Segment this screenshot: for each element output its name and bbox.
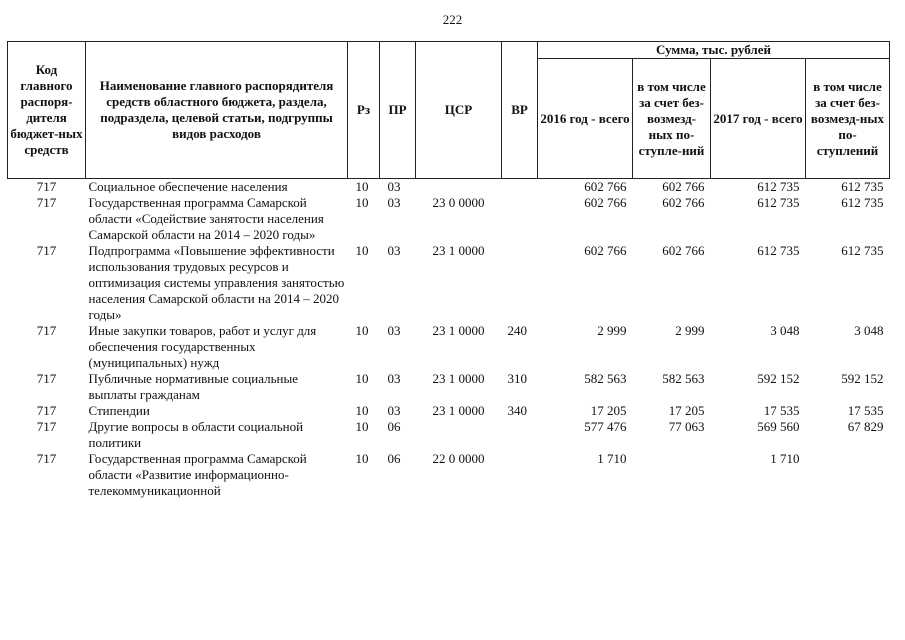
- cell-2017-free: 67 829: [847, 419, 884, 434]
- cell-2017-free: 592 152: [841, 371, 884, 386]
- cell-name: Публичные нормативные социальные выплаты гражданам: [88, 371, 298, 402]
- cell-vr: 340: [507, 403, 527, 418]
- cell-2017-free: 612 735: [841, 179, 884, 194]
- cell-2017-total: 612 735: [757, 195, 800, 210]
- cell-vr: [502, 451, 538, 499]
- cell-2016-free: 602 766: [662, 179, 705, 194]
- table-body: [8, 179, 890, 500]
- cell-pr: 03: [387, 403, 401, 418]
- header-code: Код главного распоря-дителя бюджет-ных средств: [8, 42, 86, 179]
- cell-2016-free: 17 205: [668, 403, 705, 418]
- cell-2017-free: [806, 451, 890, 499]
- cell-2016-free: [633, 451, 711, 499]
- header-2016-total: 2016 год - всего: [538, 59, 633, 179]
- cell-code: 717: [36, 195, 57, 210]
- cell-vr: [502, 195, 538, 243]
- cell-2016-free: 602 766: [662, 243, 705, 258]
- header-2017-total: 2017 год - всего: [711, 59, 806, 179]
- cell-rz: 10: [355, 179, 369, 194]
- cell-2017-total: 612 735: [757, 243, 800, 258]
- cell-2016-free: 602 766: [662, 195, 705, 210]
- table-row: [8, 451, 890, 499]
- cell-pr: 06: [387, 451, 401, 466]
- cell-2016-free: 2 999: [675, 323, 705, 338]
- header-2016-free: в том числе за счет без-возмезд-ных по-ступле-ний: [633, 59, 711, 179]
- cell-vr: [502, 243, 538, 323]
- cell-pr: 03: [387, 243, 401, 258]
- cell-name: Государственная программа Самарской области «Развитие информационно-телекоммуникационной: [88, 451, 307, 498]
- table-header: [8, 42, 890, 179]
- cell-2016-total: 602 766: [584, 179, 627, 194]
- table-row: [8, 419, 890, 451]
- cell-name: Стипендии: [88, 403, 150, 418]
- cell-csr: 23 1 0000: [432, 371, 485, 386]
- cell-csr: [416, 419, 502, 451]
- header-sum-group: Сумма, тыс. рублей: [538, 42, 890, 59]
- table-row: [8, 179, 890, 196]
- cell-2017-total: 612 735: [757, 179, 800, 194]
- cell-code: 717: [36, 243, 57, 258]
- cell-2016-total: 2 999: [597, 323, 627, 338]
- header-rz: Рз: [348, 42, 380, 179]
- cell-vr: [502, 419, 538, 451]
- cell-rz: 10: [355, 195, 369, 210]
- header-pr: ПР: [380, 42, 416, 179]
- cell-name: Подпрограмма «Повышение эффективности использования трудовых ресурсов и оптимизация системы управления занятостью населения Самарской области на 2014 – 2020 годы»: [88, 243, 345, 322]
- cell-2017-total: 569 560: [757, 419, 800, 434]
- cell-pr: 06: [387, 419, 401, 434]
- cell-csr: 22 0 0000: [432, 451, 485, 466]
- cell-rz: 10: [355, 323, 369, 338]
- table-row: [8, 403, 890, 419]
- cell-name: Иные закупки товаров, работ и услуг для обеспечения государственных (муниципальных) нужд: [88, 323, 317, 370]
- cell-csr: [416, 179, 502, 196]
- header-vr: ВР: [502, 42, 538, 179]
- cell-rz: 10: [355, 451, 369, 466]
- cell-rz: 10: [355, 403, 369, 418]
- cell-csr: 23 1 0000: [432, 403, 485, 418]
- cell-code: 717: [36, 371, 57, 386]
- cell-2016-total: 17 205: [590, 403, 627, 418]
- cell-vr: 310: [507, 371, 527, 386]
- cell-2017-free: 612 735: [841, 195, 884, 210]
- cell-2017-total: 17 535: [763, 403, 800, 418]
- cell-csr: 23 1 0000: [432, 243, 485, 258]
- cell-2016-total: 1 710: [597, 451, 627, 466]
- cell-name: Социальное обеспечение населения: [88, 179, 288, 194]
- budget-table: [7, 41, 890, 499]
- cell-code: 717: [36, 419, 57, 434]
- cell-2017-total: 592 152: [757, 371, 800, 386]
- cell-2017-free: 612 735: [841, 243, 884, 258]
- header-2017-free: в том числе за счет без-возмезд-ных по-ступлений: [806, 59, 890, 179]
- cell-2016-total: 577 476: [584, 419, 627, 434]
- page-number: 222: [442, 12, 463, 27]
- cell-code: 717: [36, 403, 57, 418]
- cell-csr: 23 1 0000: [432, 323, 485, 338]
- cell-2017-free: 3 048: [854, 323, 884, 338]
- table-row: [8, 323, 890, 371]
- cell-vr: [502, 179, 538, 196]
- table-row: [8, 195, 890, 243]
- cell-2016-total: 602 766: [584, 195, 627, 210]
- header-csr: ЦСР: [416, 42, 502, 179]
- cell-code: 717: [36, 451, 57, 466]
- cell-pr: 03: [387, 323, 401, 338]
- table-row: [8, 371, 890, 403]
- header-name: Наименование главного распорядителя средств областного бюджета, раздела, подраздела, целевой статьи, подгруппы видов расходов: [86, 42, 348, 179]
- cell-2016-total: 602 766: [584, 243, 627, 258]
- cell-rz: 10: [355, 371, 369, 386]
- cell-2017-total: 1 710: [770, 451, 800, 466]
- cell-pr: 03: [387, 371, 401, 386]
- table-row: [8, 243, 890, 323]
- cell-2016-free: 77 063: [668, 419, 705, 434]
- cell-code: 717: [36, 323, 57, 338]
- cell-pr: 03: [387, 179, 401, 194]
- cell-code: 717: [36, 179, 57, 194]
- cell-2016-total: 582 563: [584, 371, 627, 386]
- cell-rz: 10: [355, 243, 369, 258]
- cell-csr: 23 0 0000: [432, 195, 485, 210]
- cell-name: Государственная программа Самарской области «Содействие занятости населения Самарской области на 2014 – 2020 годы»: [88, 195, 324, 242]
- cell-pr: 03: [387, 195, 401, 210]
- cell-2016-free: 582 563: [662, 371, 705, 386]
- cell-2017-free: 17 535: [847, 403, 884, 418]
- cell-vr: 240: [507, 323, 527, 338]
- cell-2017-total: 3 048: [770, 323, 800, 338]
- cell-rz: 10: [355, 419, 369, 434]
- cell-name: Другие вопросы в области социальной политики: [88, 419, 304, 450]
